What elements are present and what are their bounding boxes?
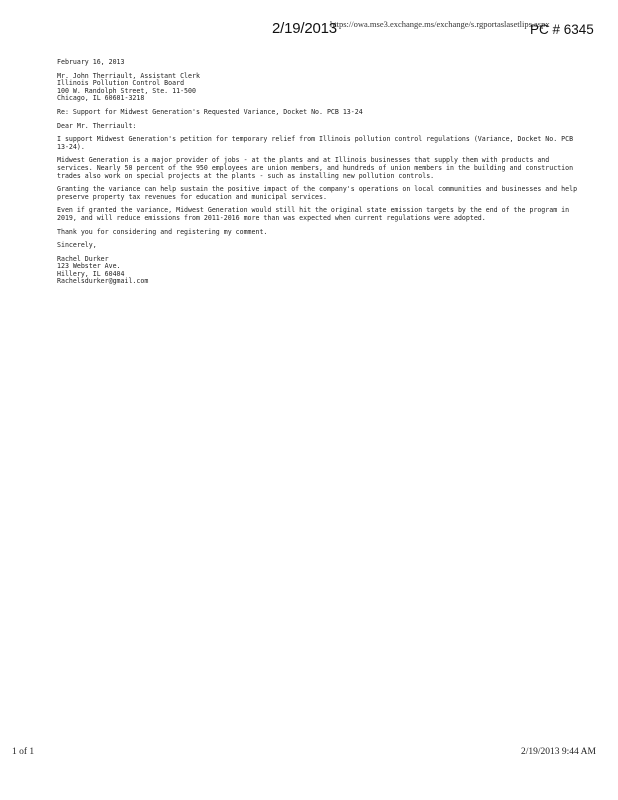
print-timestamp: 2/19/2013 9:44 AM (521, 747, 596, 757)
letter-date: February 16, 2013 (57, 58, 125, 66)
signature-email: Rachelsdurker@gmail.com (57, 277, 149, 286)
letter-paragraph: Midwest Generation is a major provider of jobs - at the plants and at Illinois businesses that supply them with products and services. Nearly 50 percent of the 950 employees are union members, and hundreds of union members in the building and construction trades also work on special projects at the plants - such as installing new pollution controls. (57, 156, 574, 180)
recipient-line: Mr. John Therriault, Assistant Clerk (57, 71, 200, 80)
pc-number-stamp: PC # 6345 (530, 22, 594, 37)
letter-paragraph: Even if granted the variance, Midwest Generation would still hit the original state emission targets by the end of the program in 2019, and will reduce emissions from 2011-2016 more than was expected when current regulations were adopted. (57, 206, 570, 222)
letter-paragraph: Granting the variance can help sustain the positive impact of the company's operations on local communities and businesses and help preserve property tax revenues for education and municipal services. (57, 185, 578, 201)
signature-city: Hillery, IL 60404 (57, 269, 125, 278)
recipient-address (57, 73, 587, 103)
recipient-line: Chicago, IL 60601-3218 (57, 94, 145, 103)
signature-street: 123 Webster Ave. (57, 262, 121, 271)
letter-subject: Re: Support for Midwest Generation's Requested Variance, Docket No. PCB 13-24 (57, 107, 363, 116)
recipient-line: 100 W. Randolph Street, Ste. 11-500 (57, 86, 196, 95)
letter-closing: Sincerely, (57, 241, 97, 250)
signature-block (57, 256, 587, 286)
print-date: 2/19/2013 (272, 20, 337, 37)
letter-paragraph: I support Midwest Generation's petition for temporary relief from Illinois pollution control regulations (Variance, Docket No. PCB 13-24). (57, 135, 574, 151)
letter-paragraph: Thank you for considering and registering my comment. (57, 227, 268, 236)
letter-salutation: Dear Mr. Therriault: (57, 121, 137, 130)
print-url: https://owa.mse3.exchange.ms/exchange/s.rgportaslasetlips.aspx (330, 19, 550, 29)
page-count: 1 of 1 (12, 747, 35, 757)
recipient-line: Illinois Pollution Control Board (57, 79, 185, 88)
letter-body (57, 59, 587, 292)
signature-name: Rachel Durker (57, 254, 109, 263)
